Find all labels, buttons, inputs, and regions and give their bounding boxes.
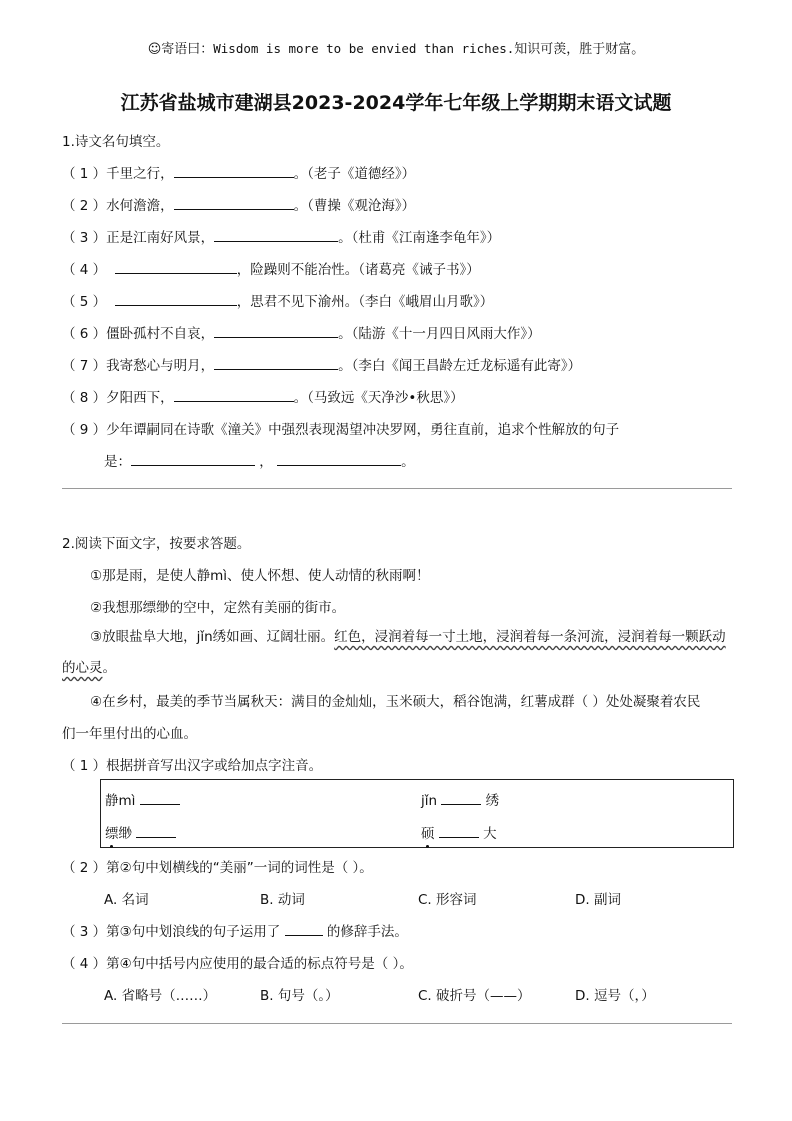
item-text: 夕阳西下， <box>106 390 174 406</box>
answer-blank[interactable] <box>131 451 255 466</box>
item-source: 。（老子《道德经》） <box>293 166 416 182</box>
comma: ， <box>259 454 273 470</box>
section-divider <box>62 1023 732 1024</box>
q1-heading: 1.诗文名句填空。 <box>62 134 170 150</box>
sub2-option-d[interactable]: D. 副词 <box>575 892 621 908</box>
answer-blank[interactable] <box>285 921 323 936</box>
q1-item-7 <box>62 354 581 374</box>
sub3-text: （ 3 ）第③句中划浪线的句子运用了 <box>62 924 281 940</box>
answer-blank[interactable] <box>174 387 294 402</box>
answer-blank[interactable] <box>277 451 401 466</box>
motto-prefix: ☺寄语曰： <box>147 42 214 57</box>
item-text: 僵卧孤村不自哀， <box>106 326 215 342</box>
q2-heading: 2.阅读下面文字，按要求答题。 <box>62 536 251 552</box>
q1-item-6 <box>62 322 541 342</box>
sub1-label: （ 1 ）根据拼音写出汉字或给加点字注音。 <box>62 758 323 774</box>
passage-sentence-1: ①那是雨，是使人静mì、使人怀想、使人动情的秋雨啊！ <box>90 568 430 584</box>
motto-english: Wisdom is more to be envied than riches. <box>213 41 515 56</box>
answer-prefix: 是： <box>104 454 131 470</box>
item-source: 。（曹操《观沧海》） <box>293 198 416 214</box>
answer-blank[interactable] <box>214 323 338 338</box>
sub4-label: （ 4 ）第④句中括号内应使用的最合适的标点符号是（ ）。 <box>62 956 413 972</box>
wavy-underline-text: 红色，浸润着每一寸土地，浸润着每一条河流，浸润着每一颗跃 <box>334 629 713 645</box>
cell-text: 静mì <box>105 793 136 809</box>
motto-chinese: 知识可羡，胜于财富。 <box>514 42 645 57</box>
answer-blank[interactable] <box>115 259 237 274</box>
answer-blank[interactable] <box>174 163 294 178</box>
item-source: ，险躁则不能冶性。（诸葛亮《诫子书》） <box>236 262 480 278</box>
answer-blank[interactable] <box>140 790 180 805</box>
sub4-option-d[interactable]: D. 逗号（，） <box>575 988 655 1004</box>
item-number: （ 9 ） <box>62 422 107 438</box>
item-text: 千里之行， <box>106 166 174 182</box>
q1-item-3 <box>62 226 500 246</box>
item-text: 我寄愁心与明月， <box>106 358 215 374</box>
sub3-text: 的修辞手法。 <box>326 924 408 940</box>
q1-item-1 <box>62 162 415 182</box>
q1-item-9-answer-line <box>104 450 415 470</box>
passage-sentence-4-cont: 们一年里付出的心血。 <box>62 726 197 742</box>
item-source: ，思君不见下渝州。（李白《峨眉山月歌》） <box>236 294 494 310</box>
answer-blank[interactable] <box>439 823 479 838</box>
cell-jin-xiu <box>421 789 499 809</box>
cell-text: 大 <box>483 826 497 842</box>
sub2-option-a[interactable]: A. 名词 <box>104 892 149 908</box>
answer-blank[interactable] <box>214 227 338 242</box>
motto-line <box>0 38 792 57</box>
cell-text: 绣 <box>485 793 500 809</box>
item-text: 正是江南好风景， <box>106 230 215 246</box>
passage-sentence-2: ②我想那缥缈的空中，定然有美丽的街市。 <box>90 600 346 616</box>
sentence-3-plain: ③放眼盐阜大地，jǐn绣如画、辽阔壮丽。 <box>90 629 335 645</box>
item-number: （ 7 ） <box>62 358 107 374</box>
page-title: 江苏省盐城市建湖县2023-2024学年七年级上学期期末语文试题 <box>120 92 672 114</box>
item-number: （ 8 ） <box>62 390 107 406</box>
item-source: 。（陆游《十一月四日风雨大作》） <box>338 326 541 342</box>
pinyin-answer-box <box>100 779 734 848</box>
section-divider <box>62 488 732 489</box>
cell-text: 缈 <box>118 826 132 842</box>
item-number: （ 4 ） <box>62 262 107 278</box>
sub2-option-c[interactable]: C. 形容词 <box>418 892 477 908</box>
q1-item-5 <box>62 290 493 310</box>
q1-item-8 <box>62 386 464 406</box>
q1-item-9 <box>62 418 619 438</box>
item-source: 。（李白《闻王昌龄左迁龙标遥有此寄》） <box>338 358 582 374</box>
item-text: 少年谭嗣同在诗歌《潼关》中强烈表现渴望冲决罗网，勇往直前，追求个性解放的句子 <box>106 422 620 438</box>
answer-blank[interactable] <box>214 355 338 370</box>
sub3-label <box>62 920 408 940</box>
item-number: （ 3 ） <box>62 230 107 246</box>
item-source: 。（杜甫《江南逢李龟年》） <box>338 230 501 246</box>
q1-item-4 <box>62 258 480 278</box>
answer-blank[interactable] <box>115 291 237 306</box>
item-number: （ 2 ） <box>62 198 107 214</box>
dotted-char: 硕 <box>421 822 435 842</box>
cell-shuo-da <box>421 822 497 842</box>
dotted-char: 缥 <box>105 822 119 842</box>
sub2-option-b[interactable]: B. 动词 <box>260 892 305 908</box>
passage-sentence-3 <box>62 622 734 684</box>
sub4-option-c[interactable]: C. 破折号（——） <box>418 988 531 1004</box>
period: 。 <box>401 454 415 470</box>
answer-blank[interactable] <box>174 195 294 210</box>
wavy-underline-text: 动的心灵 <box>62 629 726 676</box>
cell-text: jǐn <box>421 793 438 809</box>
answer-blank[interactable] <box>441 790 481 805</box>
sentence-end: 。 <box>102 660 116 676</box>
item-number: （ 6 ） <box>62 326 107 342</box>
sub2-label: （ 2 ）第②句中划横线的“美丽”一词的词性是（ ）。 <box>62 860 373 876</box>
cell-piao-miao <box>105 822 176 842</box>
item-number: （ 5 ） <box>62 294 107 310</box>
item-text: 水何澹澹， <box>106 198 174 214</box>
sub4-option-b[interactable]: B. 句号（。） <box>260 988 339 1004</box>
answer-blank[interactable] <box>136 823 176 838</box>
passage-sentence-4: ④在乡村，最美的季节当属秋天：满目的金灿灿，玉米硕大，稻谷饱满，红薯成群（ ）处处凝聚着农民 <box>90 694 701 710</box>
item-number: （ 1 ） <box>62 166 107 182</box>
item-source: 。（马致远《天净沙•秋思》） <box>293 390 464 406</box>
cell-jing-mi <box>105 789 180 809</box>
q1-item-2 <box>62 194 415 214</box>
sub4-option-a[interactable]: A. 省略号（……） <box>104 988 217 1004</box>
